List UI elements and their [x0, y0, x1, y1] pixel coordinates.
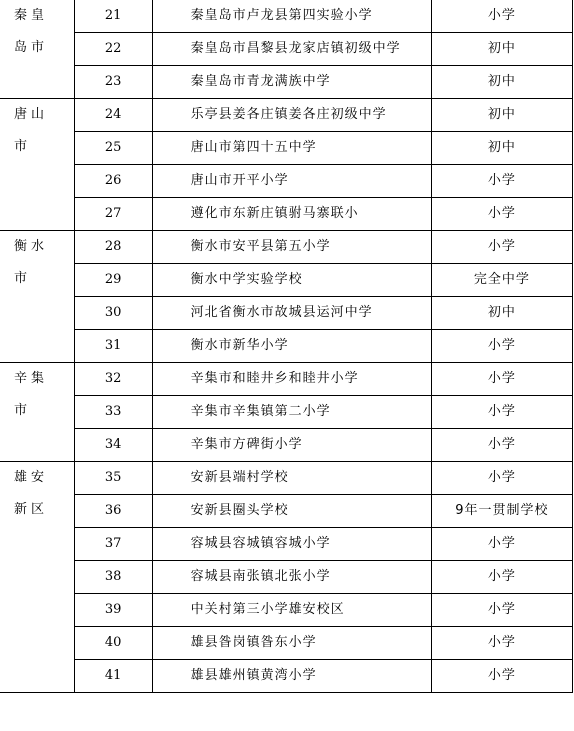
- school-type: 小学: [431, 660, 572, 693]
- table-row: [0, 297, 573, 330]
- school-name: 遵化市东新庄镇驸马寨联小: [152, 198, 431, 231]
- row-number: 34: [74, 429, 152, 462]
- city-cell: 衡水市: [0, 231, 74, 363]
- school-type: 初中: [431, 132, 572, 165]
- school-type: 小学: [431, 561, 572, 594]
- school-name: 辛集市辛集镇第二小学: [152, 396, 431, 429]
- school-name: 容城县容城镇容城小学: [152, 528, 431, 561]
- school-name: 辛集市方碑街小学: [152, 429, 431, 462]
- row-number: 40: [74, 627, 152, 660]
- school-name: 中关村第三小学雄安校区: [152, 594, 431, 627]
- table-row: [0, 396, 573, 429]
- row-number: 22: [74, 33, 152, 66]
- table-row: [0, 264, 573, 297]
- city-cell: 雄安新区: [0, 462, 74, 693]
- school-type: 初中: [431, 33, 572, 66]
- row-number: 30: [74, 297, 152, 330]
- table-row: [0, 594, 573, 627]
- row-number: 41: [74, 660, 152, 693]
- school-type: 小学: [431, 528, 572, 561]
- school-name: 容城县南张镇北张小学: [152, 561, 431, 594]
- row-number: 23: [74, 66, 152, 99]
- school-name: 衡水市新华小学: [152, 330, 431, 363]
- table-row: [0, 561, 573, 594]
- city-cell: 唐山市: [0, 99, 74, 231]
- row-number: 33: [74, 396, 152, 429]
- table-row: [0, 165, 573, 198]
- table-row: [0, 363, 573, 396]
- school-type: 小学: [431, 165, 572, 198]
- row-number: 37: [74, 528, 152, 561]
- school-type: 完全中学: [431, 264, 572, 297]
- school-type: 小学: [431, 231, 572, 264]
- table-row: [0, 0, 573, 33]
- school-name: 安新县端村学校: [152, 462, 431, 495]
- school-type: 小学: [431, 330, 572, 363]
- school-type: 小学: [431, 594, 572, 627]
- school-type: 9年一贯制学校: [431, 495, 572, 528]
- table-row: [0, 132, 573, 165]
- school-type: 小学: [431, 462, 572, 495]
- city-cell: 辛集市: [0, 363, 74, 462]
- school-type: 小学: [431, 429, 572, 462]
- school-type: 小学: [431, 627, 572, 660]
- school-type: 小学: [431, 0, 572, 33]
- table-row: [0, 462, 573, 495]
- school-name: 雄县昝岗镇昝东小学: [152, 627, 431, 660]
- school-name: 唐山市开平小学: [152, 165, 431, 198]
- school-name: 衡水中学实验学校: [152, 264, 431, 297]
- school-name: 河北省衡水市故城县运河中学: [152, 297, 431, 330]
- school-name: 秦皇岛市青龙满族中学: [152, 66, 431, 99]
- school-name: 唐山市第四十五中学: [152, 132, 431, 165]
- row-number: 21: [74, 0, 152, 33]
- school-name: 安新县圈头学校: [152, 495, 431, 528]
- row-number: 39: [74, 594, 152, 627]
- school-type: 小学: [431, 198, 572, 231]
- school-name: 雄县雄州镇黄湾小学: [152, 660, 431, 693]
- table-row: [0, 231, 573, 264]
- row-number: 24: [74, 99, 152, 132]
- table-row: [0, 99, 573, 132]
- table-row: [0, 495, 573, 528]
- row-number: 32: [74, 363, 152, 396]
- school-type: 初中: [431, 99, 572, 132]
- school-name: 辛集市和睦井乡和睦井小学: [152, 363, 431, 396]
- table-row: [0, 429, 573, 462]
- school-name: 秦皇岛市卢龙县第四实验小学: [152, 0, 431, 33]
- row-number: 25: [74, 132, 152, 165]
- row-number: 26: [74, 165, 152, 198]
- row-number: 31: [74, 330, 152, 363]
- table-row: [0, 627, 573, 660]
- table-row: [0, 33, 573, 66]
- school-name: 秦皇岛市昌黎县龙家店镇初级中学: [152, 33, 431, 66]
- row-number: 29: [74, 264, 152, 297]
- school-name: 乐亭县姜各庄镇姜各庄初级中学: [152, 99, 431, 132]
- school-type: 小学: [431, 363, 572, 396]
- table-row: [0, 528, 573, 561]
- school-type: 初中: [431, 297, 572, 330]
- row-number: 38: [74, 561, 152, 594]
- table-row: [0, 66, 573, 99]
- city-cell: 秦皇岛市: [0, 0, 74, 99]
- row-number: 27: [74, 198, 152, 231]
- row-number: 35: [74, 462, 152, 495]
- row-number: 28: [74, 231, 152, 264]
- table-row: [0, 660, 573, 693]
- school-name: 衡水市安平县第五小学: [152, 231, 431, 264]
- school-type: 小学: [431, 396, 572, 429]
- table-row: [0, 198, 573, 231]
- table-row: [0, 330, 573, 363]
- row-number: 36: [74, 495, 152, 528]
- school-type: 初中: [431, 66, 572, 99]
